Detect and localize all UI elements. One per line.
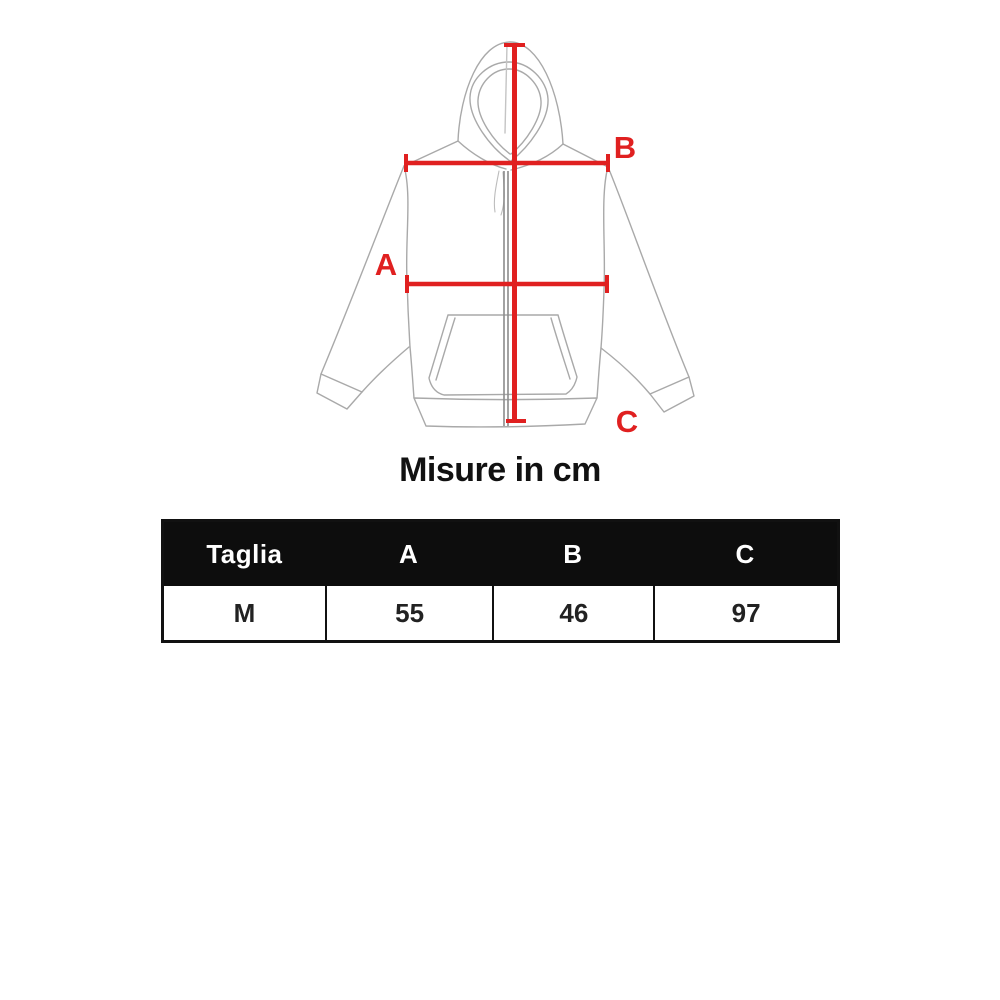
column-header-taglia: Taglia <box>206 538 283 569</box>
cuff-left <box>317 374 362 409</box>
sleeve-left-inner <box>362 347 409 392</box>
hoodie-outline <box>317 42 694 427</box>
measure-label-c: C <box>615 404 639 439</box>
sleeve-right-outer <box>608 167 689 377</box>
cell-measure-c: 97 <box>653 586 837 640</box>
cell-measure-a: 55 <box>325 586 493 640</box>
table-header-row <box>164 522 837 586</box>
column-header-a: A <box>398 538 419 569</box>
hood-center-seam <box>505 44 507 133</box>
hoodie-measurement-diagram <box>0 0 1000 460</box>
cuff-right <box>650 377 694 412</box>
measure-label-b: B <box>613 130 637 165</box>
column-header-c: C <box>735 538 755 569</box>
cell-size: M <box>233 597 256 628</box>
table-row <box>164 586 837 640</box>
measurement-lines <box>406 45 608 421</box>
pocket <box>429 315 577 395</box>
page-title: Misure in cm <box>399 451 601 489</box>
size-table <box>161 519 840 643</box>
hood-bottom-right <box>511 144 563 170</box>
measure-label-a: A <box>374 247 398 282</box>
zipper-lines <box>504 171 508 426</box>
sleeve-right-inner <box>601 348 650 394</box>
drawstrings <box>494 171 504 215</box>
column-header-b: B <box>563 538 583 569</box>
zipper <box>504 171 508 426</box>
waistband <box>414 398 597 427</box>
cell-measure-b: 46 <box>492 586 653 640</box>
hood-opening-inner <box>478 69 541 154</box>
hood-opening-outer <box>470 62 548 161</box>
